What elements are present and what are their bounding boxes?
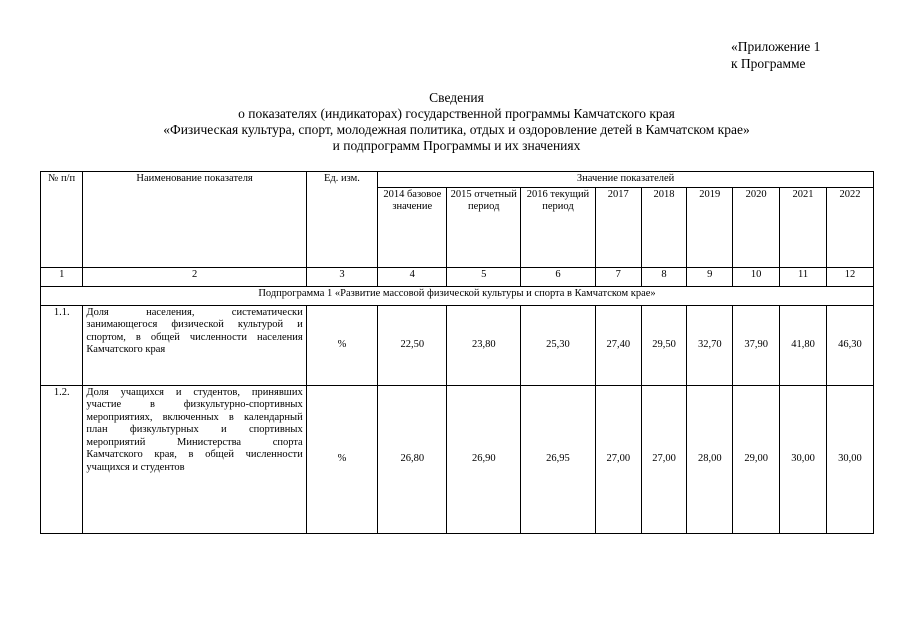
row-unit: % <box>306 305 377 385</box>
column-number: 11 <box>780 267 827 286</box>
row-value: 46,30 <box>826 305 873 385</box>
column-number: 8 <box>641 267 687 286</box>
header-year: 2018 <box>641 187 687 267</box>
heading-line-4: и подпрограмм Программы и их значениях <box>332 138 581 153</box>
header-name: Наименование показателя <box>83 172 306 268</box>
row-value: 29,50 <box>641 305 687 385</box>
column-number: 6 <box>521 267 596 286</box>
heading-line-2: о показателях (индикаторах) государственной программы Камчатского края <box>238 106 675 121</box>
header-values: Значение показателей <box>378 172 874 188</box>
header-year: 2022 <box>826 187 873 267</box>
header-year: 2014 базовое значение <box>378 187 447 267</box>
row-value: 29,00 <box>733 385 780 533</box>
row-value: 30,00 <box>780 385 827 533</box>
row-value: 26,80 <box>378 385 447 533</box>
row-value: 22,50 <box>378 305 447 385</box>
row-value: 26,95 <box>521 385 596 533</box>
header-year: 2017 <box>595 187 641 267</box>
header-year: 2020 <box>733 187 780 267</box>
indicators-table <box>40 171 874 534</box>
header-num: № п/п <box>41 172 83 268</box>
header-row-1 <box>41 172 874 188</box>
column-number: 9 <box>687 267 733 286</box>
row-value: 32,70 <box>687 305 733 385</box>
table-row <box>41 305 874 385</box>
column-number: 7 <box>595 267 641 286</box>
row-value: 30,00 <box>826 385 873 533</box>
column-numbers-row <box>41 267 874 286</box>
row-name: Доля населения, систематически занимающегося физической культурой и спортом, в общей численности населения Камчатского края <box>83 305 306 385</box>
row-value: 27,00 <box>595 385 641 533</box>
row-name: Доля учащихся и студентов, принявших участие в физкультурно-спортивных мероприятиях, включенных в календарный план физкультурных и спортивных мероприятий Министерства спорта Камчатского края, в общей численности учащихся и студентов <box>83 385 306 533</box>
row-value: 26,90 <box>447 385 521 533</box>
column-number: 1 <box>41 267 83 286</box>
row-value: 23,80 <box>447 305 521 385</box>
row-num: 1.1. <box>41 305 83 385</box>
header-year: 2015 отчетный период <box>447 187 521 267</box>
row-unit: % <box>306 385 377 533</box>
heading-line-3: «Физическая культура, спорт, молодежная политика, отдых и оздоровление детей в Камчатском крае» <box>163 122 750 137</box>
row-num: 1.2. <box>41 385 83 533</box>
appendix-line-2: к Программе <box>731 56 806 71</box>
row-value: 27,40 <box>595 305 641 385</box>
heading-title: Сведения <box>429 90 484 105</box>
row-value: 37,90 <box>733 305 780 385</box>
column-number: 3 <box>306 267 377 286</box>
column-number: 4 <box>378 267 447 286</box>
appendix-note <box>731 38 820 72</box>
column-number: 10 <box>733 267 780 286</box>
column-number: 12 <box>826 267 873 286</box>
header-year: 2021 <box>780 187 827 267</box>
column-number: 2 <box>83 267 306 286</box>
row-value: 28,00 <box>687 385 733 533</box>
column-number: 5 <box>447 267 521 286</box>
header-year: 2016 текущий период <box>521 187 596 267</box>
header-unit: Ед. изм. <box>306 172 377 268</box>
appendix-line-1: «Приложение 1 <box>731 39 821 54</box>
row-value: 27,00 <box>641 385 687 533</box>
row-value: 41,80 <box>780 305 827 385</box>
document-heading <box>40 90 873 154</box>
subprogram-row <box>41 286 874 305</box>
subprogram-title: Подпрограмма 1 «Развитие массовой физической культуры и спорта в Камчатском крае» <box>41 286 874 305</box>
table-row <box>41 385 874 533</box>
row-value: 25,30 <box>521 305 596 385</box>
header-year: 2019 <box>687 187 733 267</box>
